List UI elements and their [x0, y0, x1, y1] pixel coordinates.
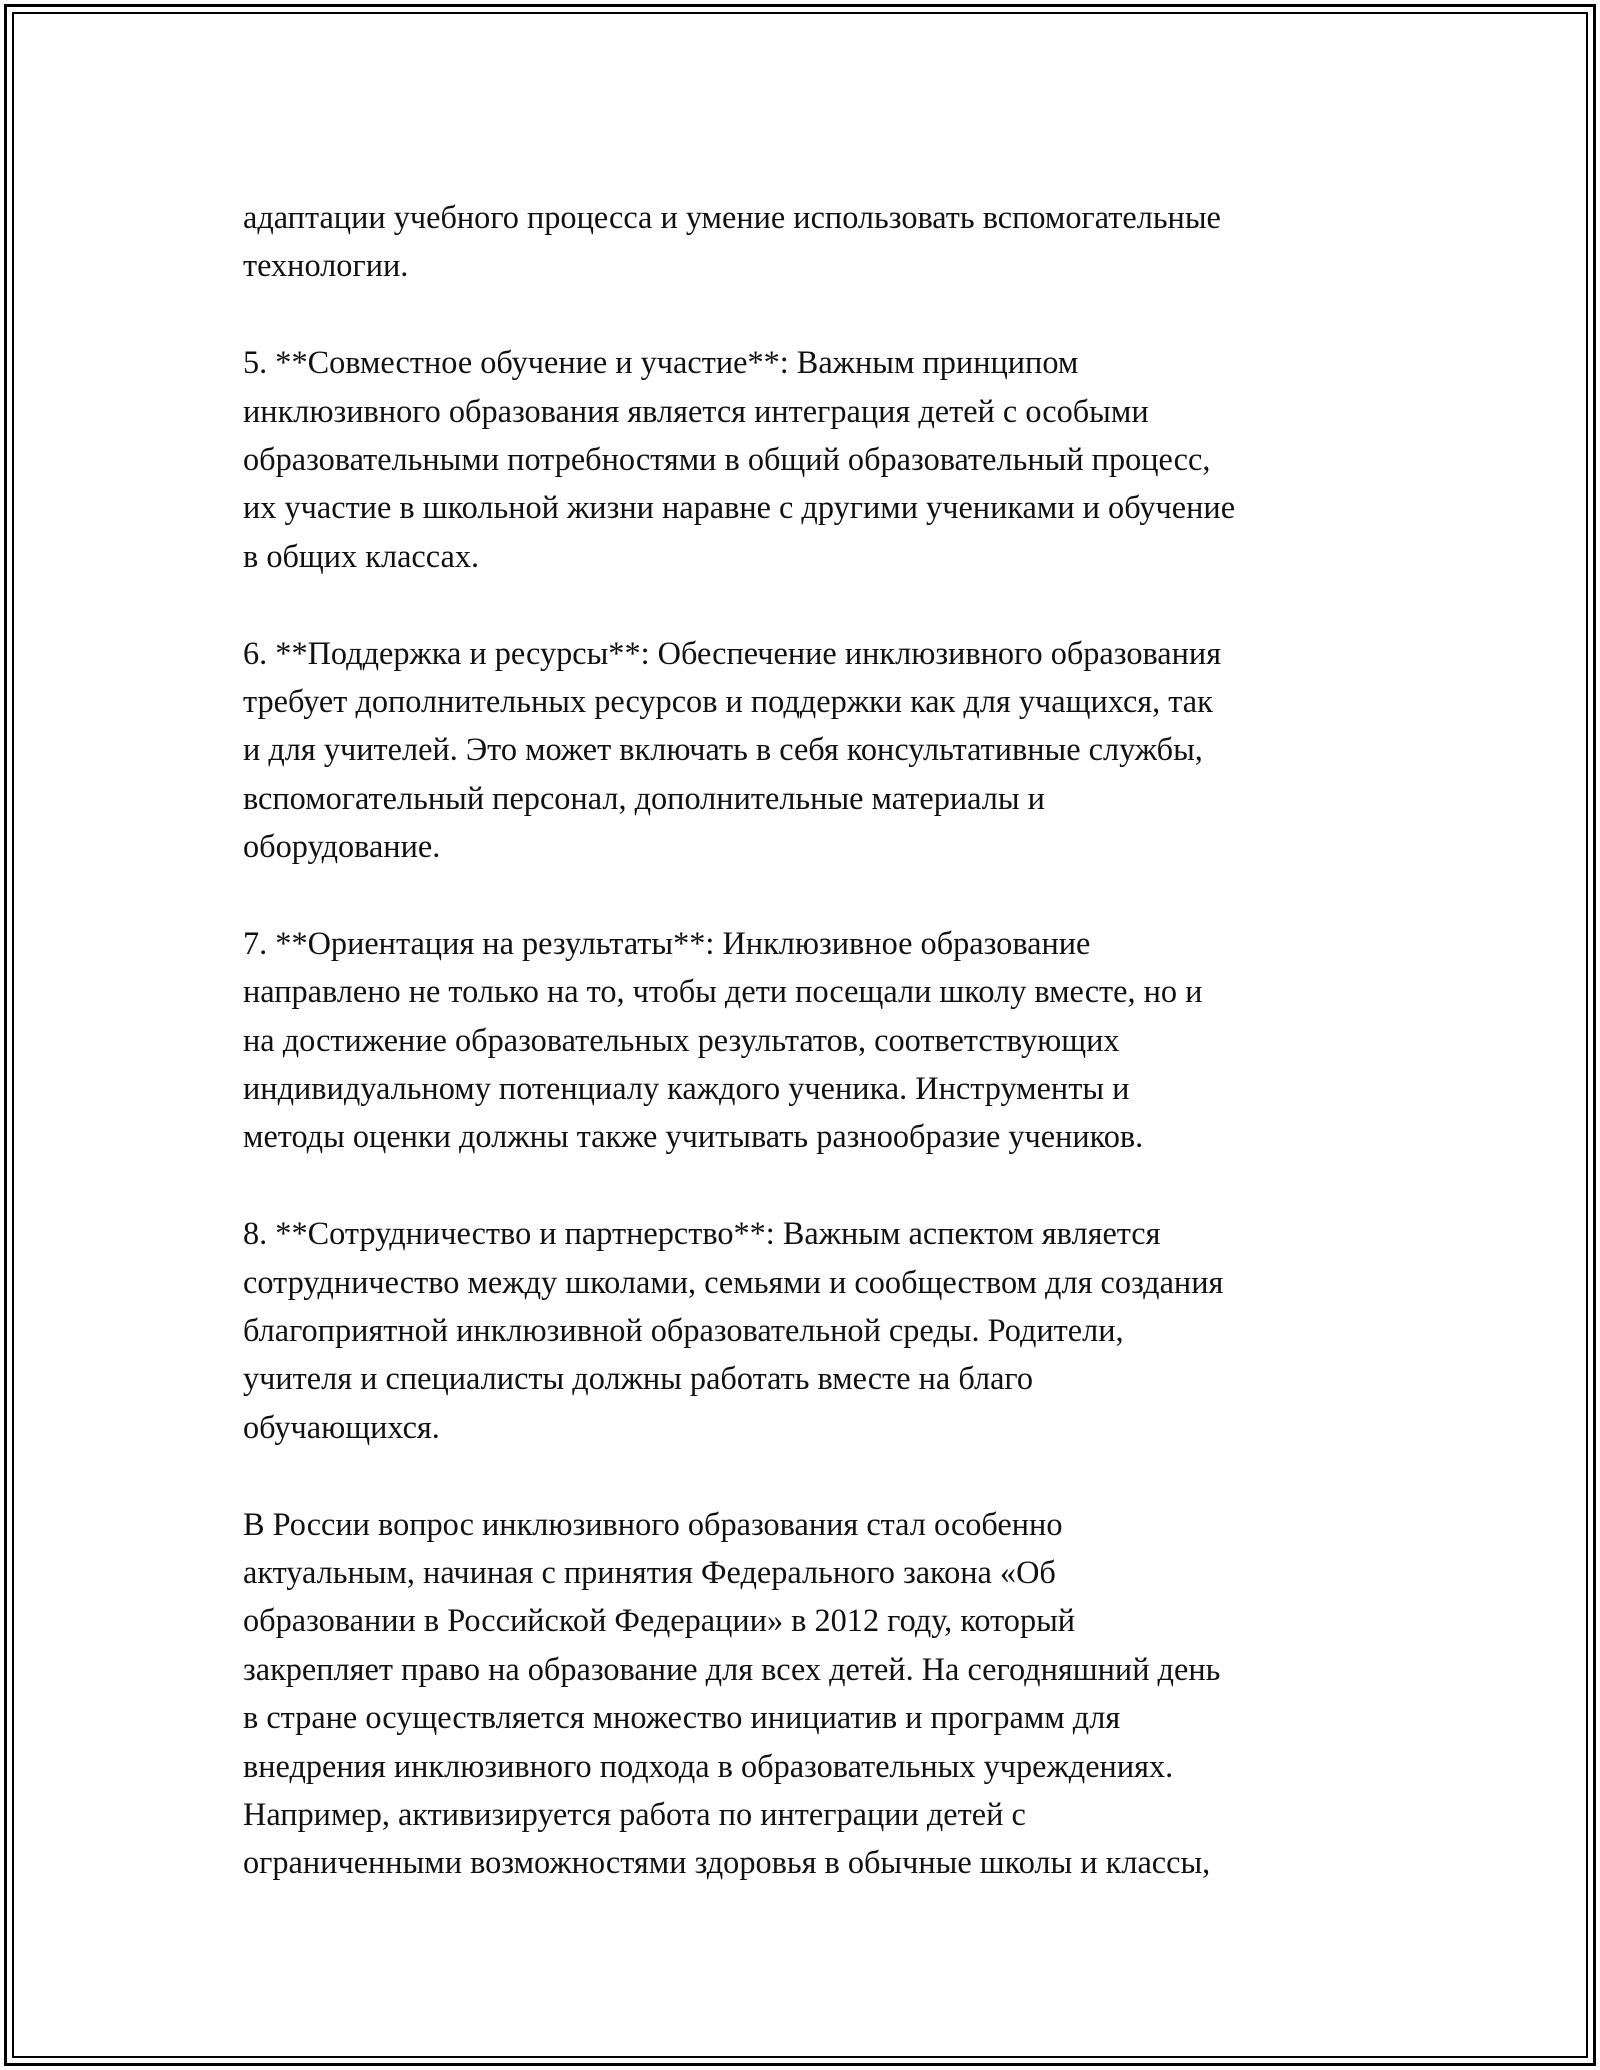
paragraph-line: технологии.	[243, 247, 409, 284]
list-item-6	[243, 629, 1423, 871]
paragraph-line: В России вопрос инклюзивного образования стал особенно	[243, 1505, 1063, 1542]
paragraph-line: внедрения инклюзивного подхода в образовательных учреждениях.	[243, 1747, 1174, 1784]
document-body	[243, 193, 1423, 1887]
paragraph-line: индивидуальному потенциалу каждого ученика. Инструменты и	[243, 1070, 1130, 1107]
paragraph-spacer	[243, 1451, 1423, 1499]
paragraph-line: актуальным, начиная с принятия Федерального закона «Об	[243, 1553, 1056, 1590]
paragraph-line: методы оценки должны также учитывать разнообразие учеников.	[243, 1118, 1144, 1155]
paragraph-line: их участие в школьной жизни наравне с другими учениками и обучение	[243, 489, 1236, 526]
list-item-8	[243, 1209, 1423, 1451]
paragraph-line: в стране осуществляется множество инициатив и программ для	[243, 1699, 1121, 1736]
paragraph-line: направлено не только на то, чтобы дети посещали школу вместе, но и	[243, 973, 1203, 1010]
paragraph-spacer	[243, 290, 1423, 338]
list-item-7	[243, 919, 1423, 1161]
paragraph-line: адаптации учебного процесса и умение использовать вспомогательные	[243, 199, 1221, 235]
paragraph-line: 5. **Совместное обучение и участие**: Важным принципом	[243, 344, 1079, 381]
paragraph-line: 8. **Сотрудничество и партнерство**: Важным аспектом является	[243, 1215, 1161, 1252]
paragraph-line: на достижение образовательных результатов, соответствующих	[243, 1021, 1120, 1058]
paragraph-line: обучающихся.	[243, 1408, 440, 1445]
list-item-5	[243, 338, 1423, 580]
paragraph-line: 7. **Ориентация на результаты**: Инклюзивное образование	[243, 924, 1091, 961]
paragraph-line: закрепляет право на образование для всех детей. На сегодняшний день	[243, 1650, 1221, 1687]
paragraph-spacer	[243, 580, 1423, 628]
paragraph-line: в общих классах.	[243, 537, 480, 574]
paragraph-line: и для учителей. Это может включать в себя консультативные службы,	[243, 731, 1203, 768]
paragraph-line: инклюзивного образования является интеграция детей с особыми	[243, 392, 1149, 429]
paragraph-spacer	[243, 1161, 1423, 1209]
paragraph-line: учителя и специалисты должны работать вместе на благо	[243, 1360, 1033, 1397]
intro-paragraph	[243, 193, 1423, 290]
paragraph-line: ограниченными возможностями здоровья в обычные школы и классы,	[243, 1844, 1211, 1881]
paragraph-line: образовании в Российской Федерации» в 2012 году, который	[243, 1602, 1076, 1639]
paragraph-line: оборудование.	[243, 828, 441, 865]
paragraph-spacer	[243, 870, 1423, 918]
page-frame	[4, 4, 1596, 2066]
paragraph-line: Например, активизируется работа по интеграции детей с	[243, 1795, 1026, 1832]
paragraph-line: образовательными потребностями в общий образовательный процесс,	[243, 440, 1211, 477]
paragraph-line: сотрудничество между школами, семьями и сообществом для создания	[243, 1263, 1224, 1300]
paragraph-line: вспомогательный персонал, дополнительные материалы и	[243, 779, 1045, 816]
paragraph-line: благоприятной инклюзивной образовательной среды. Родители,	[243, 1311, 1124, 1348]
russia-paragraph	[243, 1500, 1423, 1887]
paragraph-line: требует дополнительных ресурсов и поддержки как для учащихся, так	[243, 682, 1213, 719]
paragraph-line: 6. **Поддержка и ресурсы**: Обеспечение инклюзивного образования	[243, 634, 1222, 671]
